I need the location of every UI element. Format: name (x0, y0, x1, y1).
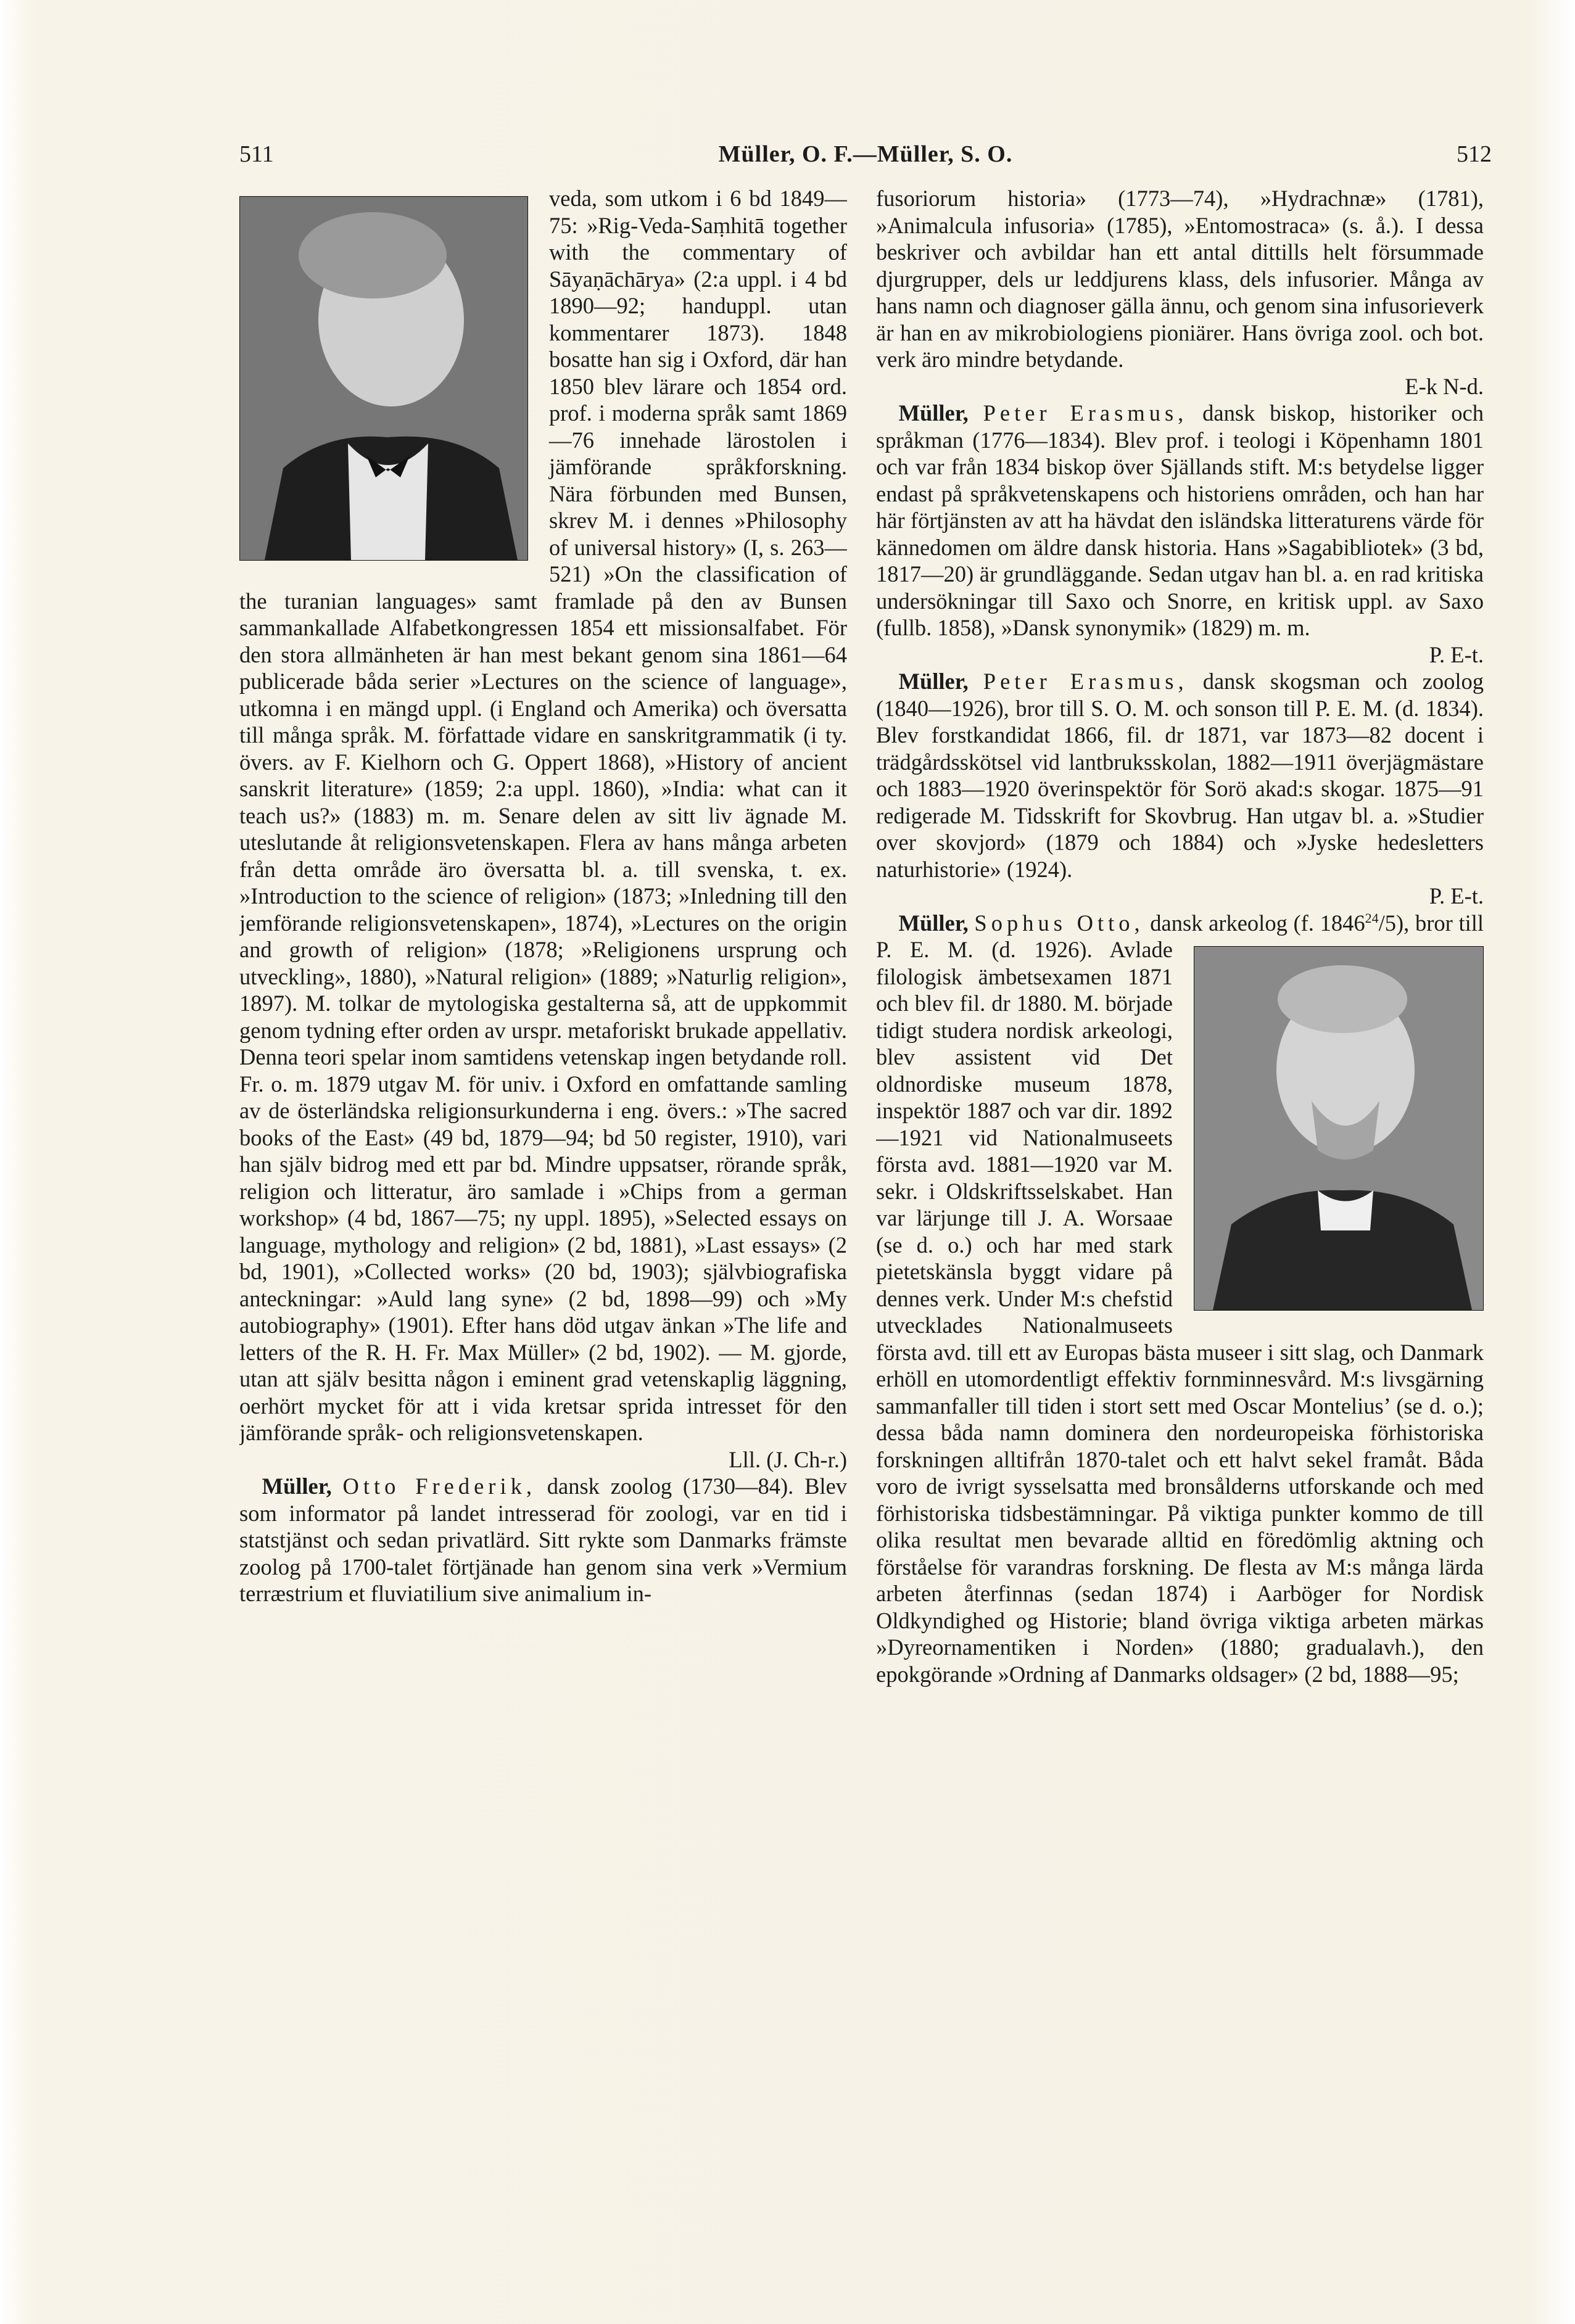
page-number-left: 511 (239, 141, 274, 167)
signature: E-k N-d. (1405, 373, 1484, 399)
signature: P. E-t. (1429, 883, 1484, 909)
entry-surname: Müller, (898, 400, 969, 426)
running-title: Müller, O. F.—Müller, S. O. (718, 141, 1013, 167)
entry-text: dansk skogsman och zoolog (1840—1926), bror till S. O. M. och sonson till P. E. M. (d. 1834). Blev forstkandidat 1866, fil. dr 1871, var 1873—82 docent i trädgårdsskötsel vid lantbruksskolan, 1882—1911 överjägmästare och 1883—1920 överinspektör för Sorö akad:s skogar. 1875—91 redigerade M. Tidsskrift for Skovbrug. Han utgav bl. a. »Studier over skovjord» (1879 och 1884) och »Jyske hedesletters naturhistorie» (1924). (876, 669, 1484, 882)
entry-continuation-max-muller (239, 185, 847, 1473)
entry-given-names: Otto Frederik, (342, 1473, 536, 1499)
entry-text: dansk zoolog (1730—84). Blev som informator på landet intresserad för zoologi, var en tid i statstjänst och sedan privatlärd. Sitt rykte som Danmarks främste zoolog på 1700-talet förtjänade han genom sina verk »Vermium terræstrium et fluviatilium sive animalium in- (239, 1473, 847, 1606)
portrait-sophus-muller (1194, 946, 1484, 1311)
signature: P. E-t. (1429, 641, 1484, 667)
entry-sophus-otto-muller (876, 910, 1484, 1688)
date-fraction: /5 (1378, 910, 1397, 936)
entry-continuation-otto-frederik (876, 185, 1484, 400)
date-superscript: 24 (1365, 910, 1379, 926)
page-number-right: 512 (1457, 141, 1492, 167)
entry-text: fusoriorum historia» (1773—74), »Hydrachnæ» (1781), »Animalcula infusoria» (1785), »Entomostraca» (s. å.). I dessa beskriver och avbildar han ett antal dittills helt försummade djurgrupper, dels ur leddjurens klass, dels infusorier. Många av hans namn och diagnoser gälla ännu, och genom sina infusorieverk är han en av mikrobiologiens pioniärer. Hans övriga zool. och bot. verk äro mindre betydande. (876, 186, 1484, 372)
left-column (239, 185, 847, 2245)
right-column (876, 185, 1484, 2245)
entry-text: veda, som utkom i 6 bd 1849—75: »Rig-Veda-Saṃhitā together with the commentary of Sāyaṇāchārya» (2:a uppl. i 4 bd 1890—92; handuppl. utan kommentarer 1873). 1848 bosatte han sig i Oxford, där han 1850 blev lärare och 1854 ord. prof. i moderna språk samt 1869—76 innehade lärostolen i jämförande språkforskning. Nära förbunden med Bunsen, skrev M. i dennes »Philosophy of universal history» (I, s. 263—521) »On the classification of the turanian languages» samt framlade på den av Bunsen sammankallade Alfabetkongressen 1854 ett missionsalfabet. För den stora allmänheten är han mest bekant genom sina 1861—64 publicerade båda serier »Lectures on the science of language», utkomna i en mängd uppl. (i England och Amerika) och översatta till många språk. M. författade vidare en sanskritgrammatik (i ty. övers. av F. Kielhorn och G. Oppert 1868), »History of ancient sanskrit literature» (1859; 2:a uppl. 1860), »India: what can it teach us?» (1883) m. m. Senare delen av sitt liv ägnade M. uteslutande åt religionsvetenskapen. Flera av hans många arbeten från detta område äro översatta bl. a. till svenska, t. ex. »Introduction to the science of religion» (1873; »Inledning till den jemförande religionsvetenskapen», 1874), »Lectures on the origin and growth of religion» (1878; »Religionens ursprung och utveckling», 1880), »Natural religion» (1889; »Naturlig religion», 1897). M. tolkar de mytologiska gestalterna så, att de uppkommit genom tydning efter orden av urspr. metaforiskt brukade appellativ. Denna teori spelar inom samtidens vetenskap ingen betydande roll. Fr. o. m. 1879 utgav M. för univ. i Oxford en omfattande samling av de österländska religionsurkunderna i eng. övers.: »The sacred books of the East» (49 bd, 1879—94; bd 50 register, 1910), vari han själv bidrog med ett par bd. Mindre uppsatser, rörande språk, religion och litteratur, äro samlade i »Chips from a german workshop» (4 bd, 1867—75; ny uppl. 1895), »Selected essays on language, mythology and religion» (2 bd, 1881), »Last essays» (2 bd, 1901), »Collected works» (20 bd, 1903); självbiografiska anteckningar: »Auld lang syne» (2 bd, 1898—99) och »My autobiography» (1901). Efter hans död utgav änkan »The life and letters of the R. H. Fr. Max Müller» (2 bd, 1902). — M. gjorde, utan att själv besitta någon i eminent grad vetenskaplig läggning, oerhört mycket för att i vida kretsar sprida intresset för den jämförande språk- och religionsvetenskapen. (239, 186, 847, 1445)
entry-text: dansk arkeolog (f. 1846 (1150, 910, 1365, 936)
entry-text: ), bror till P. E. M. (d. 1926). Avlade filologisk ämbetsexamen 1871 och blev fil. dr 1880. M. började tidigt studera nordisk arkeologi, blev assistent vid Det oldnordiske museum 1878, inspektör 1887 och var dir. 1892—1921 vid Nationalmuseets första avd. 1881—1920 var M. sekr. i Oldskriftsselskabet. Han var lärjunge till J. A. Worsaae (se d. o.) och har med stark pietetskänsla byggt vidare på dennes verk. Under M:s chefstid utvecklades Nationalmuseets första avd. till ett av Europas bästa museer i sitt slag, och Danmark erhöll en utomordentligt effektiv fornminnesvård. M:s livsgärning sammanfaller till tiden i stort sett med Oscar Montelius’ (se d. o.); dessa båda namn dominera den nordeuropeiska förhistoriska forskningen alltifrån 1870-talet och ett halvt sekel framåt. Båda voro de ivrigt sysselsatta med bronsålderns utforskande och med förhistoriska tidsbestämningar. På viktiga punkter kommo de till olika resultat men bevarade alltid en föredömlig aktning och förståelse för varandras forskning. De flesta av M:s många lärda arbeten återfinnas (sedan 1874) i Aarböger for Nordisk Oldkyndighed og Historie; bland övriga viktiga arbeten märkas »Dyreornamentiken i Norden» (1880; gradualavh.), den epokgörande »Ordning af Danmarks oldsager» (2 bd, 1888—95; (876, 910, 1484, 1687)
entry-peter-erasmus-muller-forester (876, 668, 1484, 910)
portrait-max-muller (239, 196, 528, 561)
signature: Lll. (J. Ch-r.) (729, 1446, 847, 1472)
page-header (239, 141, 1492, 178)
entry-peter-erasmus-muller-bishop (876, 400, 1484, 668)
entry-text: dansk biskop, historiker och språkman (1776—1834). Blev prof. i teologi i Köpenhamn 1801 och var från 1834 biskop över Själlands stift. M:s betydelse ligger endast på språkvetenskapens och historiens områden, och han har här förtjänsten av att ha hävdat den isländska litteraturens värde för kännedomen om äldre dansk historia. Hans »Sagabibliotek» (3 bd, 1817—20) är grundläggande. Sedan utgav han bl. a. en rad kritiska undersökningar till Saxo och Snorre, en kritisk uppl. av Saxo (fullb. 1858), »Dansk synonymik» (1829) m. m. (876, 400, 1484, 640)
entry-given-names: Peter Erasmus, (983, 669, 1188, 694)
entry-surname: Müller, (898, 669, 969, 694)
entry-given-names: Peter Erasmus, (983, 400, 1188, 426)
entry-surname: Müller, (898, 910, 969, 936)
entry-surname: Müller, (262, 1473, 332, 1499)
entry-otto-frederik-muller (239, 1473, 847, 1607)
entry-given-names: Sophus Otto, (974, 910, 1144, 936)
